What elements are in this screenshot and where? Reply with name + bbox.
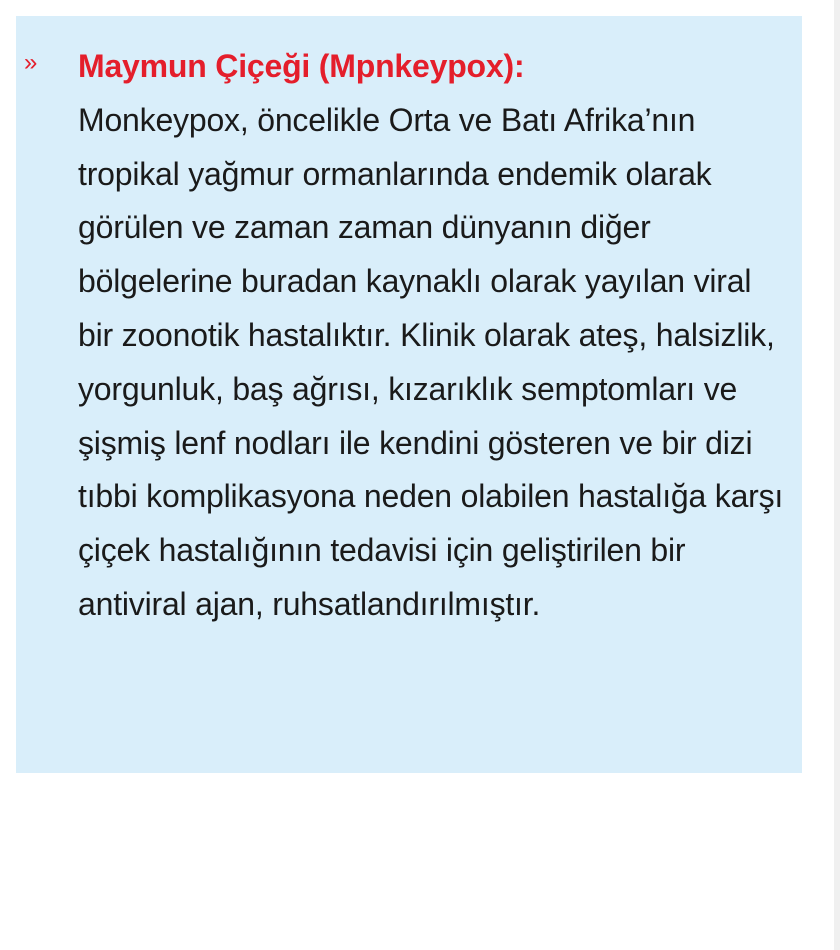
entry (78, 40, 793, 632)
entry-title: Maymun Çiçeği (Mpnkeypox): (78, 48, 525, 84)
info-box (16, 16, 802, 773)
entry-body: Monkeypox, öncelikle Orta ve Batı Afrika’nın tropikal yağmur ormanlarında endemik olarak görülen ve zaman zaman dünyanın diğer bölgelerine buradan kaynaklı olarak yayılan viral bir zoonotik hastalıktır. Klinik olarak ateş, halsizlik, yorgunluk, baş ağrısı, kızarıklık semptomları ve şişmiş lenf nodları ile kendini gösteren ve bir dizi tıbbi komplikasyona neden olabilen hastalığa karşı çiçek hastalığının tedavisi için geliştirilen bir antiviral ajan, ruhsatlandırılmıştır. (78, 101, 784, 622)
bullet-marker: » (24, 49, 38, 76)
page-edge-strip (834, 0, 840, 950)
